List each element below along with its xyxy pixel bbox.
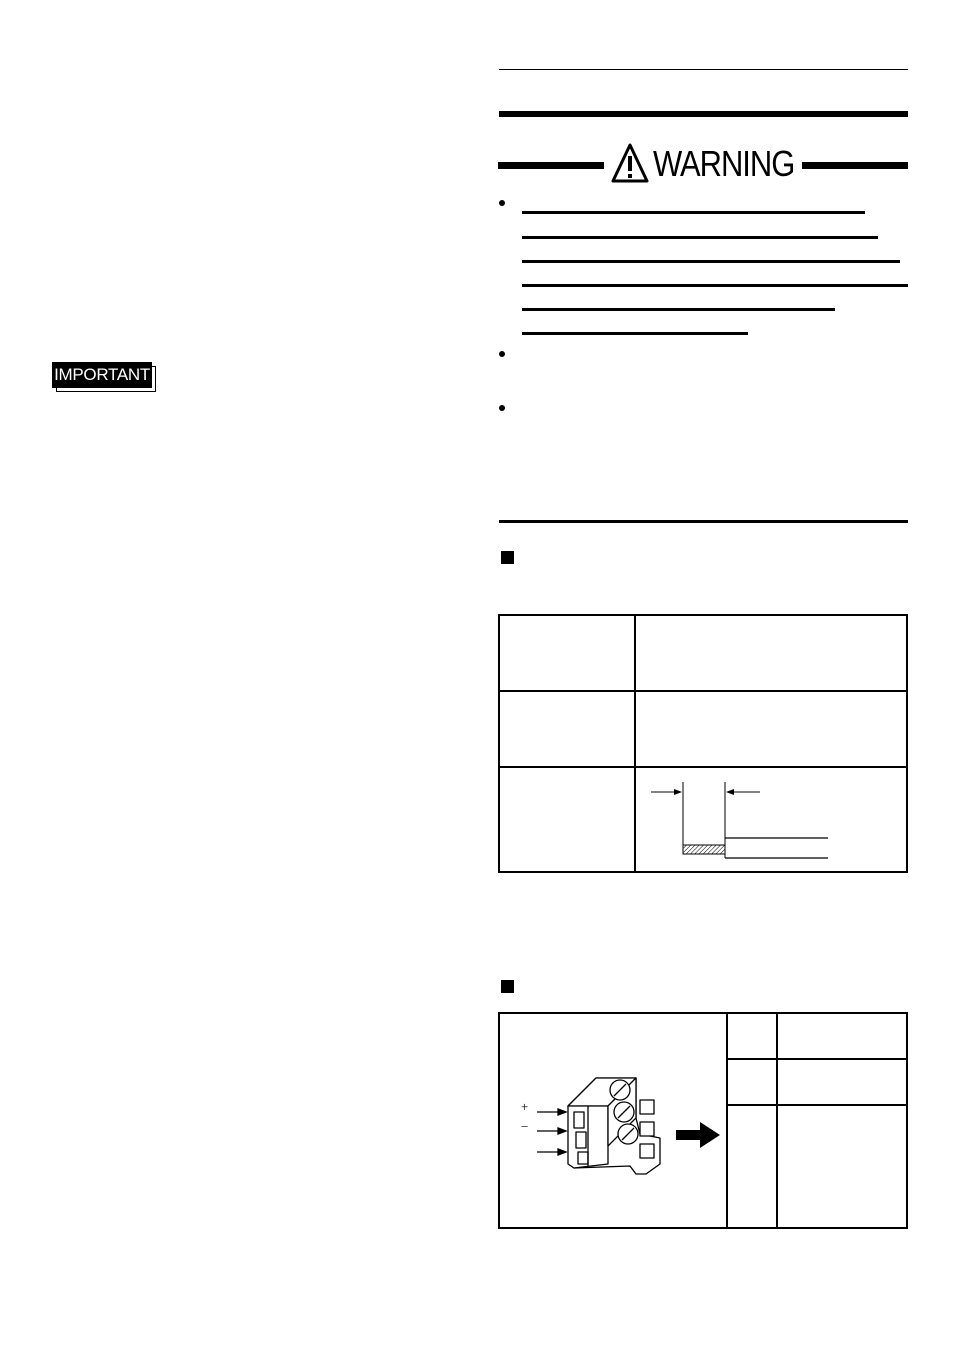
connector-diagram-cell	[499, 1013, 727, 1228]
top-rule	[499, 69, 908, 70]
bullet-icon	[499, 351, 505, 357]
important-badge-label: IMPORTANT	[52, 362, 152, 388]
square-marker-icon	[501, 980, 514, 993]
warning-line-1	[522, 211, 865, 214]
warning-triangle-icon	[610, 142, 650, 184]
warning-line-2	[522, 236, 878, 239]
warning-bar-right	[802, 162, 908, 169]
table-cell	[727, 1013, 777, 1059]
minus-sign: −	[521, 1119, 529, 1134]
arrow-right-icon	[676, 1122, 720, 1148]
important-badge	[52, 362, 156, 392]
table-cell	[499, 615, 635, 691]
table-cell	[635, 691, 907, 767]
table-cell	[635, 615, 907, 691]
table-cell	[727, 1105, 777, 1228]
warning-line-5	[522, 308, 835, 311]
warning-line-4	[522, 284, 908, 287]
table-row	[499, 691, 907, 767]
warning-label: WARNING	[653, 143, 795, 184]
table-cell	[499, 691, 635, 767]
warning-bar-left	[498, 162, 604, 169]
table-cell	[777, 1013, 907, 1059]
connector-table	[498, 1012, 908, 1229]
table-cell	[727, 1059, 777, 1105]
wire-strip-diagram	[636, 768, 908, 871]
bullet-icon	[499, 405, 505, 411]
table-cell	[777, 1105, 907, 1228]
warning-line-6	[522, 332, 748, 335]
section-rule	[499, 111, 908, 117]
table-row	[499, 767, 907, 872]
table-cell	[635, 767, 907, 872]
connector-diagram	[500, 1014, 726, 1227]
square-marker-icon	[501, 551, 514, 564]
warning-line-3	[522, 260, 900, 263]
table-cell	[499, 767, 635, 872]
table-cell	[777, 1059, 907, 1105]
wire-spec-table	[498, 614, 908, 873]
section-rule-2	[499, 520, 908, 523]
table-row	[499, 615, 907, 691]
bullet-icon	[499, 200, 505, 206]
table-row	[499, 1013, 907, 1059]
plus-sign: +	[521, 1099, 529, 1114]
warning-banner	[498, 140, 908, 190]
